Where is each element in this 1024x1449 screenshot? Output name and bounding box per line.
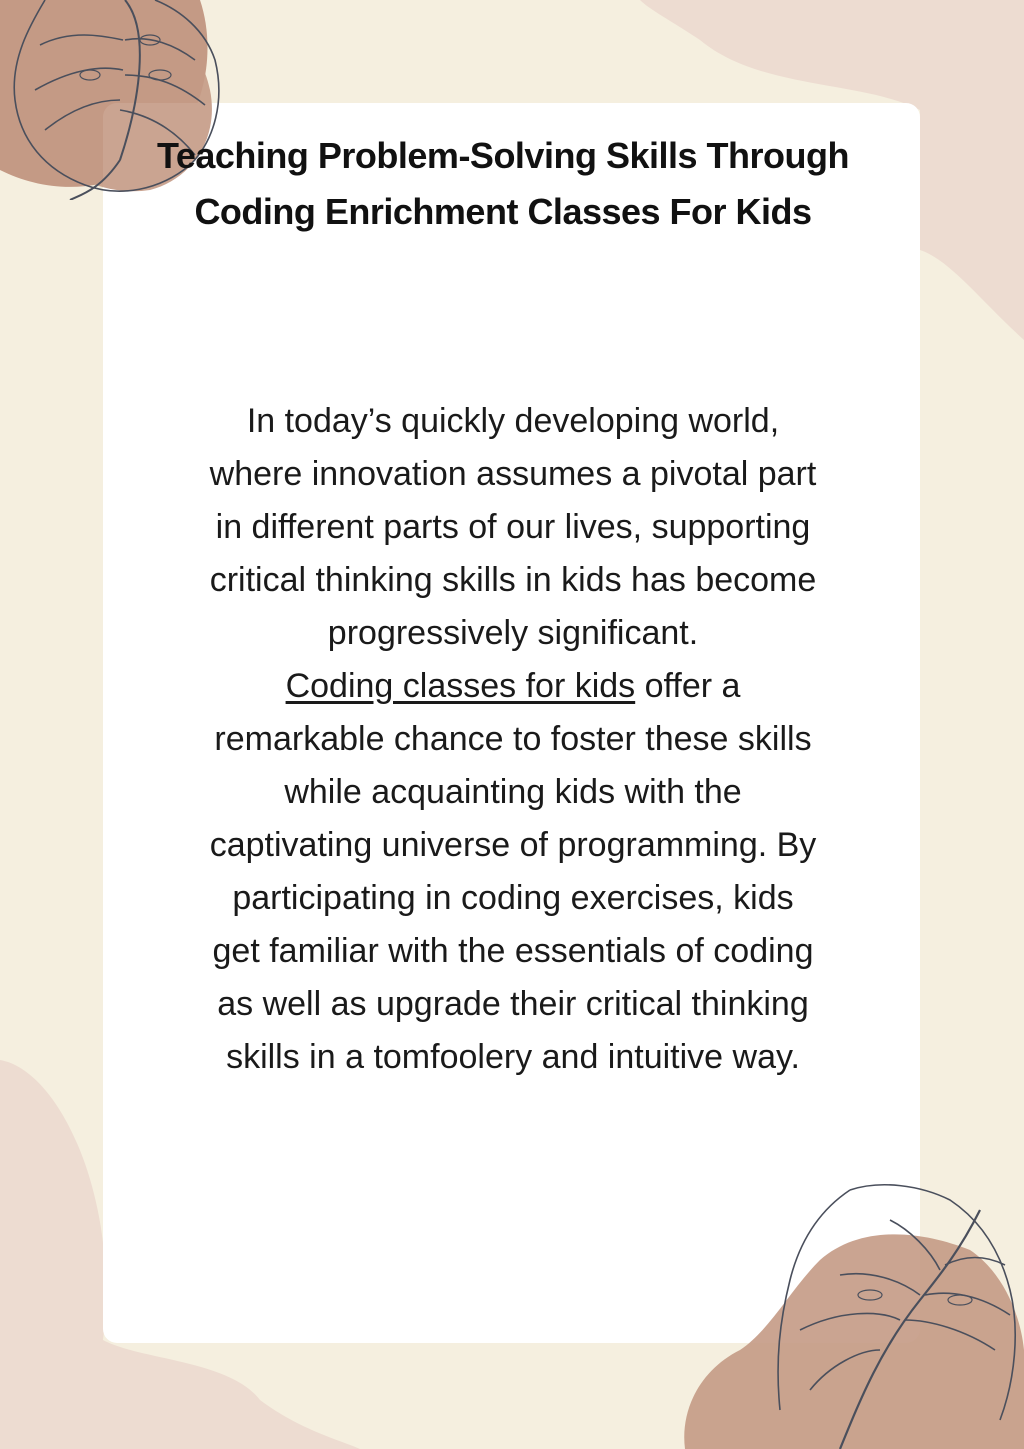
body-line: where innovation assumes a pivotal part [209,455,817,493]
title-line: Teaching Problem-Solving Skills Through [157,135,849,176]
title-line: Coding Enrichment Classes For Kids [194,191,812,232]
body-line: as well as upgrade their critical thinking [217,985,809,1023]
page-title [103,128,903,240]
body-line: progressively significant. [327,614,699,652]
monstera-leaf-bottom-icon [680,1180,1024,1449]
body-line: get familiar with the essentials of coding [212,932,814,970]
body-line: In today’s quickly developing world, [246,402,780,440]
body-line: remarkable chance to foster these skills [214,720,812,758]
body-line-with-link [113,660,913,713]
body-line: captivating universe of programming. By [209,826,817,864]
body-line: participating in coding exercises, kids [232,879,794,917]
coding-classes-link[interactable]: Coding classes for kids [285,667,636,705]
body-line: critical thinking skills in kids has become [209,561,817,599]
body-paragraph [113,395,913,1084]
body-line-tail: offer a [635,667,741,705]
body-line: skills in a tomfoolery and intuitive way. [226,1038,800,1076]
body-line: while acquainting kids with the [284,773,742,811]
body-line: in different parts of our lives, supporting [215,508,811,546]
